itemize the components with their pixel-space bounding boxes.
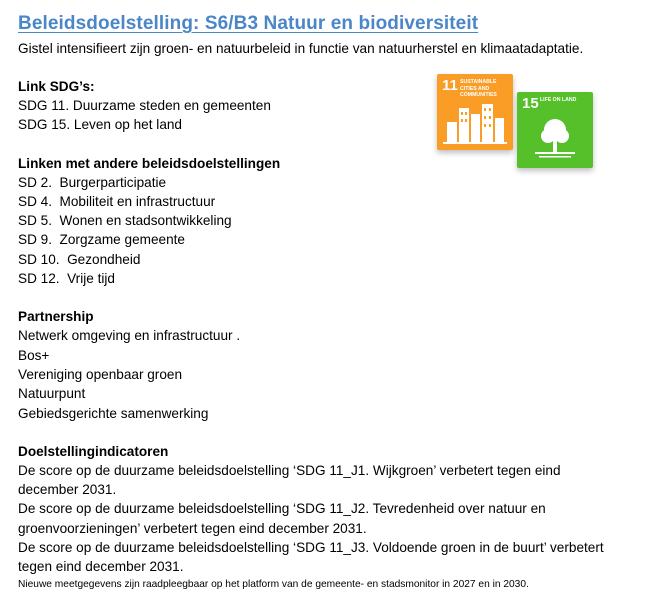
city-buildings-icon bbox=[437, 74, 513, 150]
footnote: Nieuwe meetgegevens zijn raadpleegbaar op het platform van de gemeente- en stadsmonitor in 2027 en in 2030. bbox=[18, 578, 529, 590]
sdg-11-icon bbox=[437, 74, 513, 150]
partner-item: Bos+ bbox=[18, 347, 50, 363]
indicator-item: De score op de duurzame beleidsdoelstelling ‘SDG 11_J3. Voldoende groen in de buurt’ verbetert tegen eind december 2031. bbox=[18, 540, 604, 575]
linked-goal-item: SD 4. Mobiliteit en infrastructuur bbox=[18, 193, 216, 209]
sdg-icons bbox=[437, 74, 597, 174]
linked-goals-heading: Linken met andere beleidsdoelstellingen bbox=[18, 155, 281, 171]
partner-item: Gebiedsgerichte samenwerking bbox=[18, 405, 209, 421]
partner-item: Netwerk omgeving en infrastructuur . bbox=[18, 328, 241, 344]
linked-goal-item: SD 12. Vrije tijd bbox=[18, 271, 115, 287]
sdg-item: SDG 11. Duurzame steden en gemeenten bbox=[18, 98, 271, 113]
sdg-15-icon bbox=[517, 92, 593, 168]
indicators-section bbox=[18, 442, 648, 592]
partnership-heading: Partnership bbox=[18, 309, 94, 325]
sdg-15-number: 15 bbox=[522, 95, 539, 112]
sdg-11-number: 11 bbox=[442, 77, 458, 94]
linked-goal-item: SD 2. Burgerparticipatie bbox=[18, 174, 167, 190]
intro-text: Gistel intensifieert zijn groen- en natuurbeleid in functie van natuurherstel en klimaatadaptatie. bbox=[18, 41, 584, 56]
linked-goal-item: SD 5. Wonen en stadsontwikkeling bbox=[18, 213, 232, 229]
sdg-11-label: SUSTAINABLE CITIES AND COMMUNITIES bbox=[460, 79, 497, 98]
tree-icon bbox=[517, 92, 593, 168]
indicators-heading: Doelstellingindicatoren bbox=[18, 443, 169, 459]
sdg-item: SDG 15. Leven op het land bbox=[18, 117, 182, 133]
link-sdg-heading: Link SDG’s: bbox=[18, 79, 95, 94]
linked-goal-item: SD 9. Zorgzame gemeente bbox=[18, 232, 185, 248]
partner-item: Vereniging openbaar groen bbox=[18, 366, 183, 382]
partnership-section bbox=[18, 307, 648, 422]
indicator-item: De score op de duurzame beleidsdoelstelling ‘SDG 11_J1. Wijkgroen’ verbetert tegen eind december 2031. bbox=[18, 462, 561, 498]
linked-goal-item: SD 10. Gezondheid bbox=[18, 251, 141, 267]
page-title: Beleidsdoelstelling: S6/B3 Natuur en biodiversiteit bbox=[18, 13, 479, 34]
indicator-item: De score op de duurzame beleidsdoelstelling ‘SDG 11_J2. Tevredenheid over natuur en groenvoorzieningen’ verbetert tegen eind december 2031. bbox=[18, 501, 546, 536]
sdg-15-label: LIFE ON LAND bbox=[540, 97, 577, 103]
partner-item: Natuurpunt bbox=[18, 386, 86, 402]
